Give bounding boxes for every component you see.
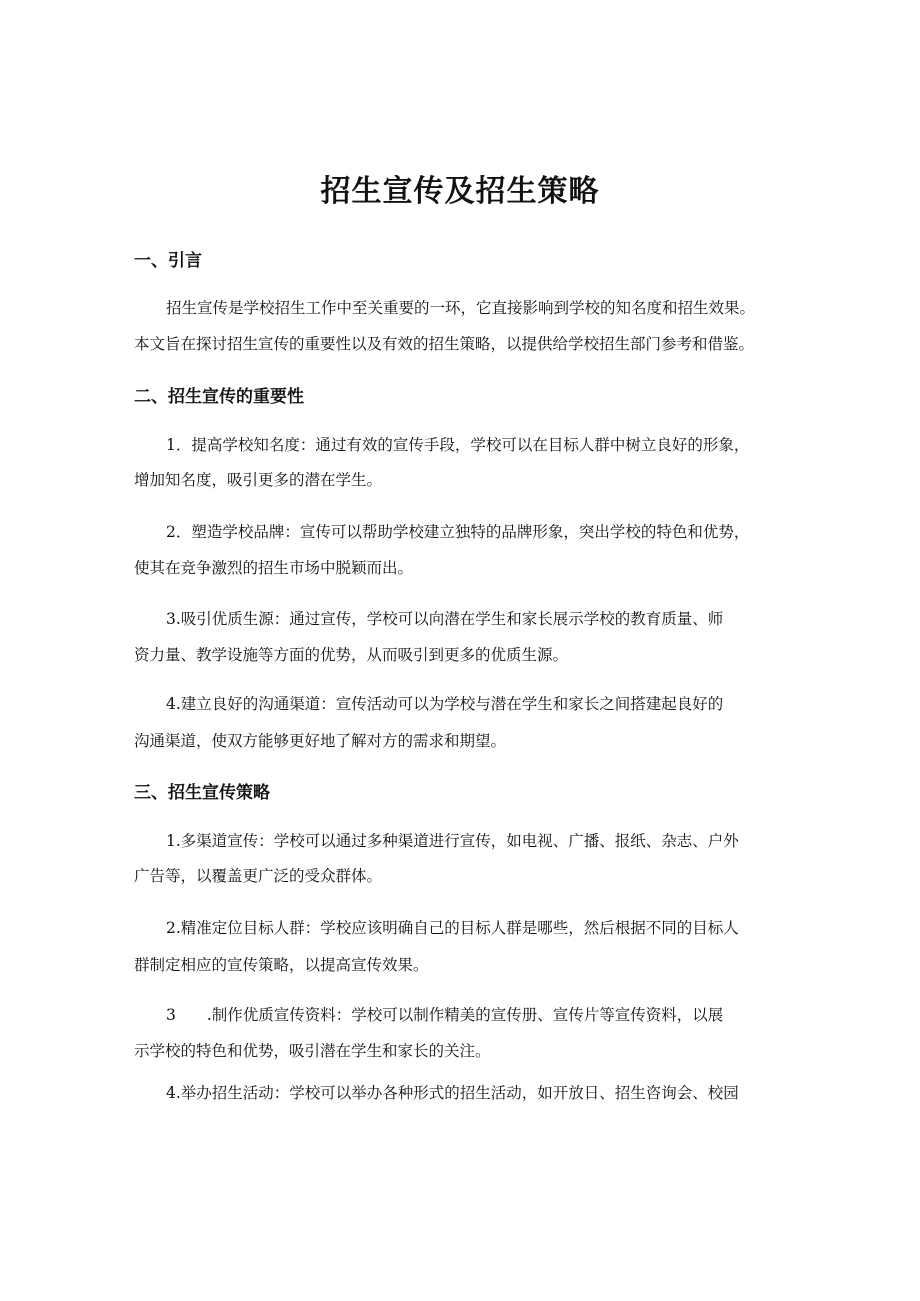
- list-item-line: 3.吸引优质生源：通过宣传，学校可以向潜在学生和家长展示学校的教育质量、师: [166, 610, 724, 628]
- paragraph-line: 本文旨在探讨招生宣传的重要性以及有效的招生策略，以提供给学校招生部门参考和借鉴。: [134, 335, 755, 353]
- list-item-line: 1.多渠道宣传：学校可以通过多种渠道进行宣传，如电视、广播、报纸、杂志、户外: [166, 832, 739, 850]
- list-item-line: 1．提高学校知名度：通过有效的宣传手段，学校可以在目标人群中树立良好的形象，: [166, 436, 750, 454]
- page-title: 招生宣传及招生策略: [320, 174, 600, 209]
- list-item-line: 群制定相应的宣传策略，以提高宣传效果。: [134, 956, 429, 974]
- list-item-line: 4.举办招生活动：学校可以举办各种形式的招生活动，如开放日、招生咨询会、校园: [166, 1084, 739, 1102]
- list-item-line: 2.精准定位目标人群：学校应该明确自己的目标人群是哪些，然后根据不同的目标人: [166, 919, 739, 937]
- section-heading-strategies: 三、招生宣传策略: [134, 783, 270, 803]
- list-item-line: 广告等，以覆盖更广泛的受众群体。: [134, 867, 383, 885]
- list-item-line: 4.建立良好的沟通渠道：宣传活动可以为学校与潜在学生和家长之间搭建起良好的: [166, 695, 724, 713]
- list-item-line: 2．塑造学校品牌：宣传可以帮助学校建立独特的品牌形象，突出学校的特色和优势，: [166, 523, 750, 541]
- list-item-line: 沟通渠道，使双方能够更好地了解对方的需求和期望。: [134, 732, 507, 750]
- list-item-line: 资力量、教学设施等方面的优势，从而吸引到更多的优质生源。: [134, 646, 569, 664]
- list-item-line: 增加知名度，吸引更多的潜在学生。: [134, 471, 383, 489]
- paragraph-line: 招生宣传是学校招生工作中至关重要的一环，它直接影响到学校的知名度和招生效果。: [166, 299, 756, 317]
- section-heading-importance: 二、招生宣传的重要性: [134, 387, 304, 407]
- list-item-line: 示学校的特色和优势，吸引潜在学生和家长的关注。: [134, 1042, 491, 1060]
- list-item-line: 3 .制作优质宣传资料：学校可以制作精美的宣传册、宣传片等宣传资料，以展: [166, 1006, 724, 1024]
- section-heading-introduction: 一、引言: [134, 251, 202, 271]
- list-item-line: 使其在竞争激烈的招生市场中脱颖而出。: [134, 559, 414, 577]
